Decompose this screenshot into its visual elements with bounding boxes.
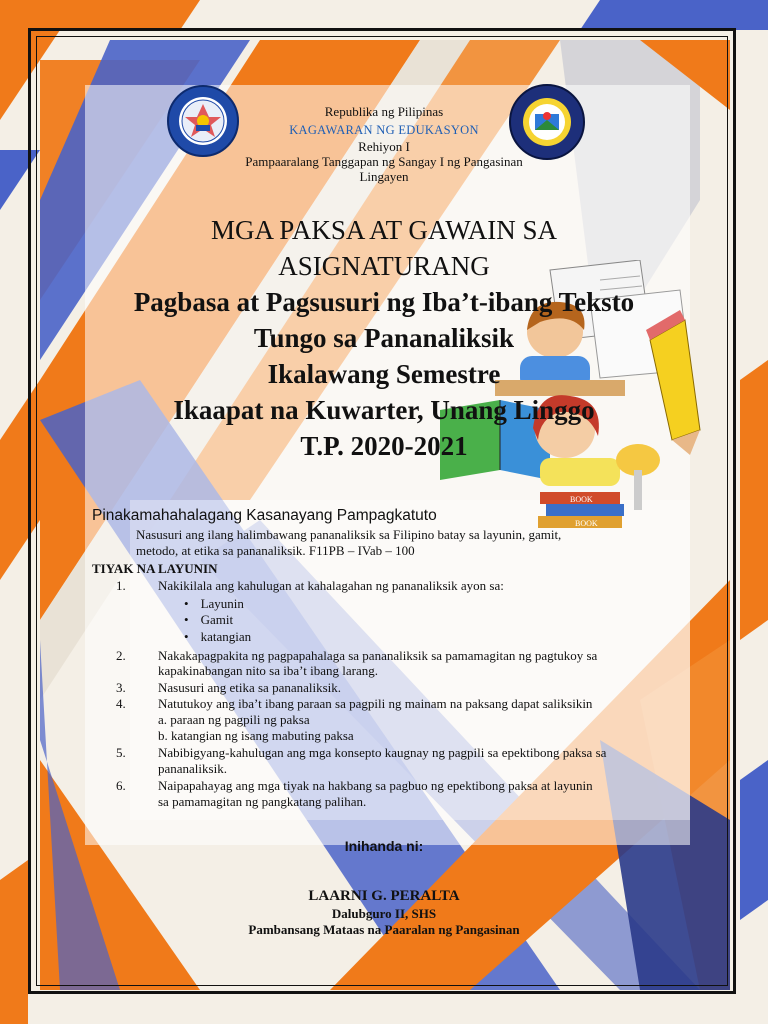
book-label-2: BOOK [575,519,598,528]
title-line-3: Pagbasa at Pagsusuri ng Iba’t-ibang Teksto [133,287,635,317]
objective-text-4b: a. paraan ng pagpili ng paksa [158,712,310,727]
title-line-1: MGA PAKSA AT GAWAIN SA [211,215,557,245]
objective-text-5b: pananaliksik. [158,761,227,776]
bullet-item: • katangian [184,629,252,644]
objective-text-2b: kapakinabangan nito sa iba’t ibang larang. [158,663,378,678]
stripe-blue [580,0,768,30]
title-block [60,212,708,464]
preparer-name: LAARNI G. PERALTA [308,888,460,904]
bullet-label: Layunin [200,596,244,611]
objective-text-5a: Nabibigyang-kahulugan ang mga konsepto kaugnay ng pagpili sa epektibong paksa sa [158,745,607,760]
title-line-5: Ikalawang Semestre [267,359,501,389]
title-line-2: ASIGNATURANG [278,251,490,281]
objective-number-5: 5. [116,745,126,760]
objective-text-6a: Naipapahayag ang mga tiyak na hakbang sa pagbuo ng epektibong paksa at layunin [158,778,593,793]
objective-text-6b: sa pamamagitan ng pangkatang palihan. [158,794,367,809]
stripe-blue [740,760,768,920]
competency-text-2: metodo, at etika sa pananaliksik. F11PB – IVab – 100 [136,543,415,558]
objective-number-6: 6. [116,778,126,793]
stripe-orange [0,860,28,1024]
bullet-item: • Layunin [184,596,244,611]
bullet-label: Gamit [200,612,234,627]
objective-number-2: 2. [116,648,126,663]
republic-text: Republika ng Pilipinas [324,104,444,119]
bullet-label: katangian [200,629,252,644]
stripe-orange [740,360,768,640]
objective-text-4c: b. katangian ng isang mabuting paksa [158,728,354,743]
region-text: Rehiyon I [358,139,410,154]
objective-text-1: Nakikilala ang kahulugan at kahalagahan ng pananaliksik ayon sa: [158,578,504,593]
objective-text-4a: Natutukoy ang iba’t ibang paraan sa pagpili ng mainam na paksang dapat saliksikin [158,696,593,711]
objective-text-2a: Nakakapagpakita ng pagpapahalaga sa pananaliksik sa pamamagitan ng pagtukoy sa [158,648,598,663]
division-text: Pampaaralang Tanggapan ng Sangay I ng Pangasinan [245,154,523,169]
title-line-7: T.P. 2020-2021 [300,431,468,461]
preparer-school: Pambansang Mataas na Paaralan ng Pangasinan [248,922,520,937]
prepared-label: Inihanda ni: [344,838,424,854]
city-text: Lingayen [359,169,409,184]
objective-text-3: Nasusuri ang etika sa pananaliksik. [158,680,342,695]
book-stack [538,492,624,528]
objective-number-1: 1. [116,578,126,593]
competency-text-1: Nasusuri ang ilang halimbawang pananaliksik sa Filipino batay sa layunin, gamit, [136,527,562,542]
bullet-item: • Gamit [184,612,234,627]
title-line-4: Tungo sa Pananaliksik [253,323,515,353]
book-label-1: BOOK [570,495,593,504]
stripe-orange [0,0,200,30]
title-line-6: Ikaapat na Kuwarter, Unang Linggo [173,395,595,425]
preparer-position: Dalubguro II, SHS [331,906,437,921]
competency-heading: Pinakamahahalagang Kasanayang Pampagkatuto [92,507,437,524]
objectives-heading: TIYAK NA LAYUNIN [92,561,218,576]
header-block [200,104,568,184]
agency-name: KAGAWARAN NG EDUKASYON [289,123,479,137]
objective-number-3: 3. [116,680,126,695]
objective-number-4: 4. [116,696,126,711]
